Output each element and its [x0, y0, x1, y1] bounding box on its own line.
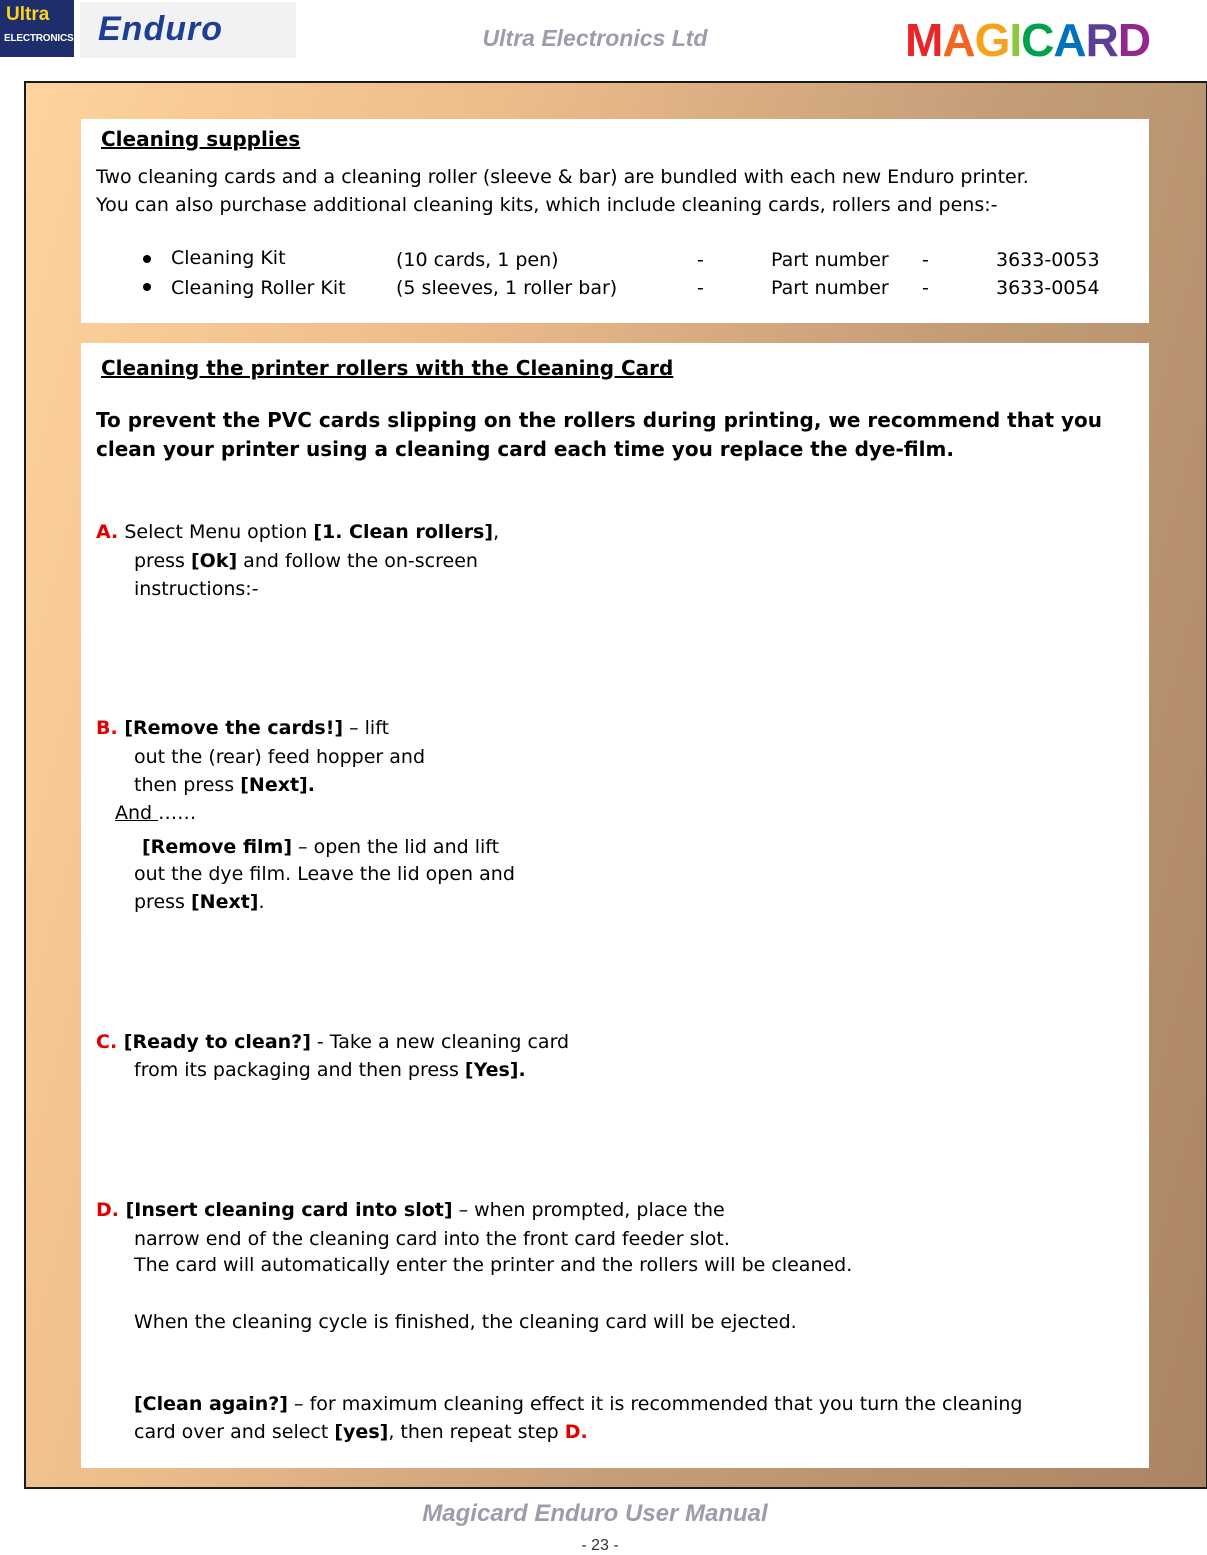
kit-name: Cleaning Roller Kit	[171, 277, 346, 299]
supplies-line-1: Two cleaning cards and a cleaning roller (sleeve & bar) are bundled with each new Enduro printer.	[96, 166, 1029, 188]
ultra-electronics-logo	[0, 0, 74, 57]
magicard-logo-letter: M	[905, 14, 943, 66]
step-b-line-6: out the dye film. Leave the lid open and	[134, 863, 515, 885]
step-a-letter: A.	[96, 521, 119, 543]
step-d-line-5: [Clean again?] – for maximum cleaning effect it is recommended that you turn the cleaning	[134, 1393, 1023, 1415]
kit-part-number: 3633-0053	[996, 249, 1100, 271]
step-d-line-6: card over and select [yes], then repeat step D.	[134, 1421, 588, 1443]
kit-name: Cleaning Kit	[171, 247, 286, 269]
page-number: - 23 -	[581, 1537, 619, 1554]
intro-line-2: clean your printer using a cleaning card each time you replace the dye-film.	[96, 437, 954, 461]
kit-dash: -	[922, 249, 929, 271]
magicard-logo-letter: R	[1085, 14, 1118, 66]
step-a-line-2: press [Ok] and follow the on-screen	[134, 550, 478, 572]
step-c: C. [Ready to clean?] - Take a new cleaning card	[96, 1031, 570, 1053]
step-b-line-2: out the (rear) feed hopper and	[134, 746, 426, 768]
step-b-line-7: press [Next].	[134, 891, 265, 913]
step-b-line-5: [Remove film] – open the lid and lift	[142, 836, 500, 858]
kit-dash: -	[697, 277, 704, 299]
cleaning-supplies-heading: Cleaning supplies	[101, 127, 301, 151]
step-d: D. [Insert cleaning card into slot] – when prompted, place the	[96, 1199, 725, 1221]
step-b-line-3: then press [Next].	[134, 774, 315, 796]
kit-part-label: Part number	[771, 277, 889, 299]
bullet-icon	[143, 255, 151, 263]
magicard-logo-letter: D	[1117, 14, 1151, 66]
magicard-logo-letter: A	[1053, 14, 1086, 66]
manual-title: Magicard Enduro User Manual	[422, 1500, 768, 1527]
enduro-logo	[80, 2, 296, 58]
magicard-logo-letter: A	[942, 14, 975, 66]
intro-line-1: To prevent the PVC cards slipping on the rollers during printing, we recommend that you	[96, 408, 1103, 432]
step-b-and: And ……	[115, 802, 197, 824]
step-b: B. [Remove the cards!] – lift	[96, 717, 390, 739]
step-d-line-3: The card will automatically enter the printer and the rollers will be cleaned.	[134, 1254, 853, 1276]
cleaning-procedure-heading: Cleaning the printer rollers with the Cleaning Card	[101, 356, 674, 380]
magicard-logo-letter: I	[1009, 14, 1022, 66]
step-c-line-2: from its packaging and then press [Yes].	[134, 1059, 526, 1081]
enduro-logo-text: Enduro	[98, 10, 223, 48]
kit-dash: -	[922, 277, 929, 299]
step-d-line-4: When the cleaning cycle is finished, the cleaning card will be ejected.	[134, 1311, 797, 1333]
magicard-logo-letter: C	[1021, 14, 1054, 66]
step-d-letter: D.	[96, 1199, 119, 1221]
ultra-logo-text: Ultra	[6, 4, 50, 25]
magicard-logo-letter: G	[974, 14, 1010, 66]
supplies-line-2: You can also purchase additional cleaning kits, which include cleaning cards, rollers and pens:-	[96, 194, 998, 216]
bullet-icon	[143, 283, 151, 291]
company-name: Ultra Electronics Ltd	[482, 25, 708, 51]
kit-contents: (5 sleeves, 1 roller bar)	[396, 277, 618, 299]
step-b-letter: B.	[96, 717, 118, 739]
step-a: A. Select Menu option [1. Clean rollers],	[96, 521, 500, 543]
step-d-line-2: narrow end of the cleaning card into the front card feeder slot.	[134, 1228, 730, 1250]
kit-contents: (10 cards, 1 pen)	[396, 249, 559, 271]
ultra-logo-subtext: ELECTRONICS	[4, 33, 74, 44]
step-c-letter: C.	[96, 1031, 118, 1053]
kit-part-label: Part number	[771, 249, 889, 271]
kit-part-number: 3633-0054	[996, 277, 1100, 299]
step-a-line-3: instructions:-	[134, 578, 259, 600]
magicard-logo	[905, 14, 1150, 66]
kit-dash: -	[697, 249, 704, 271]
